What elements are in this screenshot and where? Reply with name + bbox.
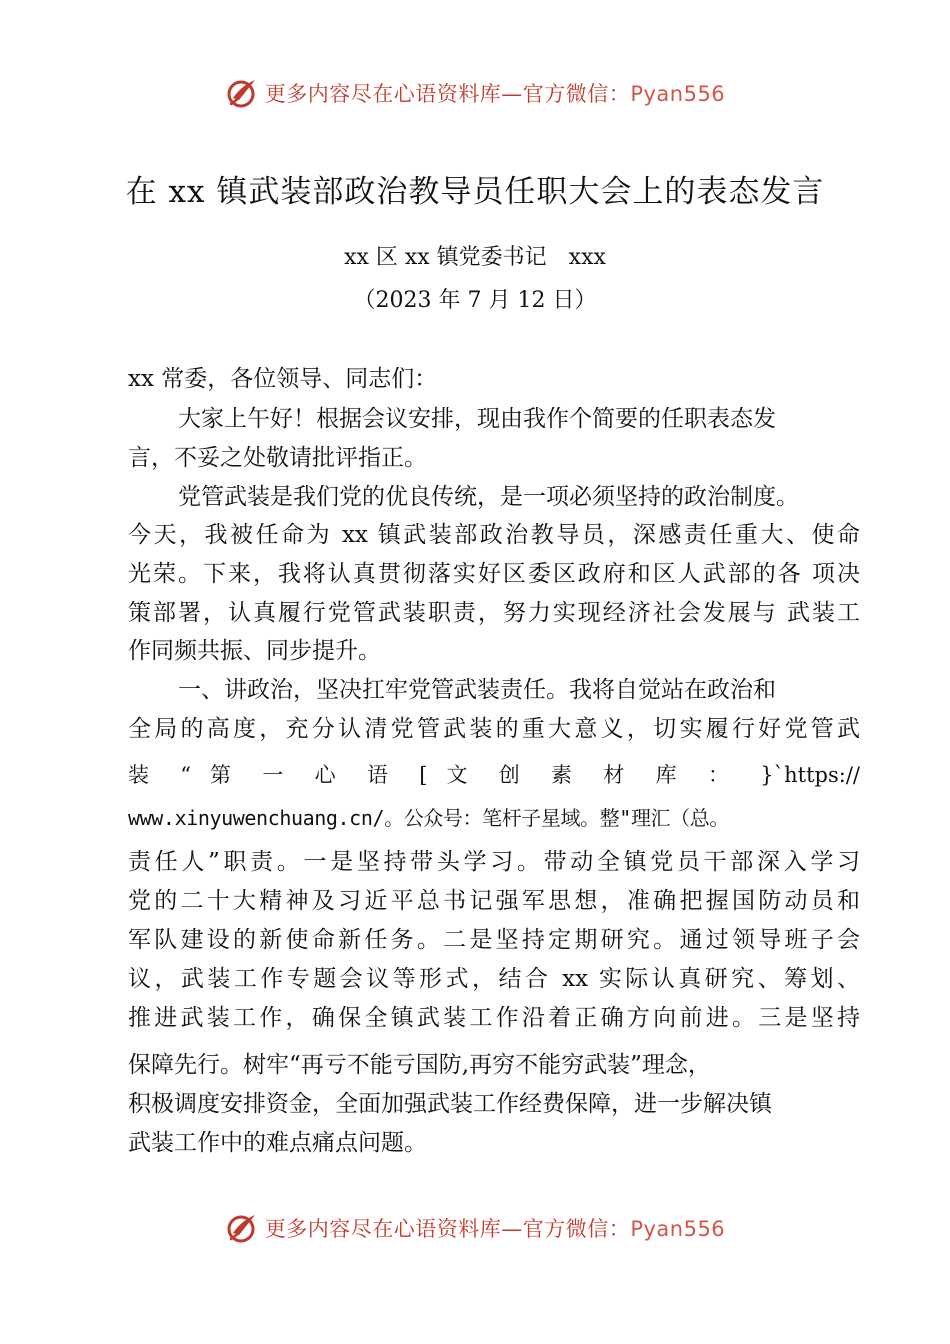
body-line: 责任人”职责。一是坚持带头学习。带动全镇党员干部深入学习	[128, 849, 860, 875]
body-line: 光荣。下来，我将认真贯彻落实好区委区政府和区人武部的各 项决	[128, 561, 860, 587]
body-line: 保障先行。树牢“再亏不能亏国防,再穷不能穷武装”理念，	[128, 1052, 711, 1078]
document-title: 在 xx 镇武装部政治教导员任职大会上的表态发言	[125, 174, 825, 210]
speech-date: （2023 年 7 月 12 日）	[353, 288, 597, 313]
body-line: 今天，我被任命为 xx 镇武装部政治教导员，深感责任重大、使命	[128, 522, 860, 548]
body-line: 党管武装是我们党的优良传统，是一项必须坚持的政治制度。	[178, 484, 799, 510]
quill-logo-icon	[225, 76, 259, 110]
body-line: 推进武装工作，确保全镇武装工作沿着正确方向前进。三是坚持	[128, 1005, 860, 1031]
body-line: 言，不妥之处敬请批评指正。	[128, 445, 427, 471]
quill-logo-icon	[225, 1211, 259, 1245]
body-line: 作同频共振、同步提升。	[128, 638, 381, 664]
body-line: 军队建设的新使命新任务。二是坚持定期研究。通过领导班子会	[128, 927, 860, 953]
wechat-id: Pyan556	[630, 82, 726, 106]
body-line: 积极调度安排资金，全面加强武装工作经费保障，进一步解决镇	[128, 1091, 772, 1117]
body-line: 武装工作中的难点痛点问题。	[128, 1130, 427, 1156]
body-line: 全局的高度，充分认清党管武装的重大意义，切实履行好党管武	[128, 716, 860, 742]
body-line: 党的二十大精神及习近平总书记强军思想，准确把握国防动员和	[128, 888, 860, 914]
body-line-source-note: 装 “ 第 一 心 语 [ 文 创 素 材 库 ： }`https://	[128, 763, 860, 787]
body-line: 大家上午好！根据会议安排，现由我作个简要的任职表态发	[178, 406, 776, 432]
wechat-id: Pyan556	[630, 1217, 726, 1241]
header-watermark-banner	[0, 73, 950, 113]
salutation: xx 常委，各位领导、同志们：	[128, 366, 438, 392]
watermark-text: 更多内容尽在心语资料库—官方微信：Pyan556	[264, 1217, 726, 1241]
author-byline: xx 区 xx 镇党委书记 xxx	[344, 245, 606, 270]
body-line: 一、讲政治，坚决扛牢党管武装责任。我将自觉站在政治和	[178, 677, 776, 703]
body-line-source-url: www.xinyuwenchuang.cn/。公众号：笔杆子星域。整"理汇（总。	[128, 806, 729, 830]
watermark-text: 更多内容尽在心语资料库—官方微信：Pyan556	[264, 82, 726, 106]
footer-watermark-banner	[0, 1208, 950, 1248]
body-line: 议，武装工作专题会议等形式，结合 xx 实际认真研究、筹划、	[128, 966, 860, 992]
body-line: 策部署，认真履行党管武装职责，努力实现经济社会发展与 武装工	[128, 600, 860, 626]
